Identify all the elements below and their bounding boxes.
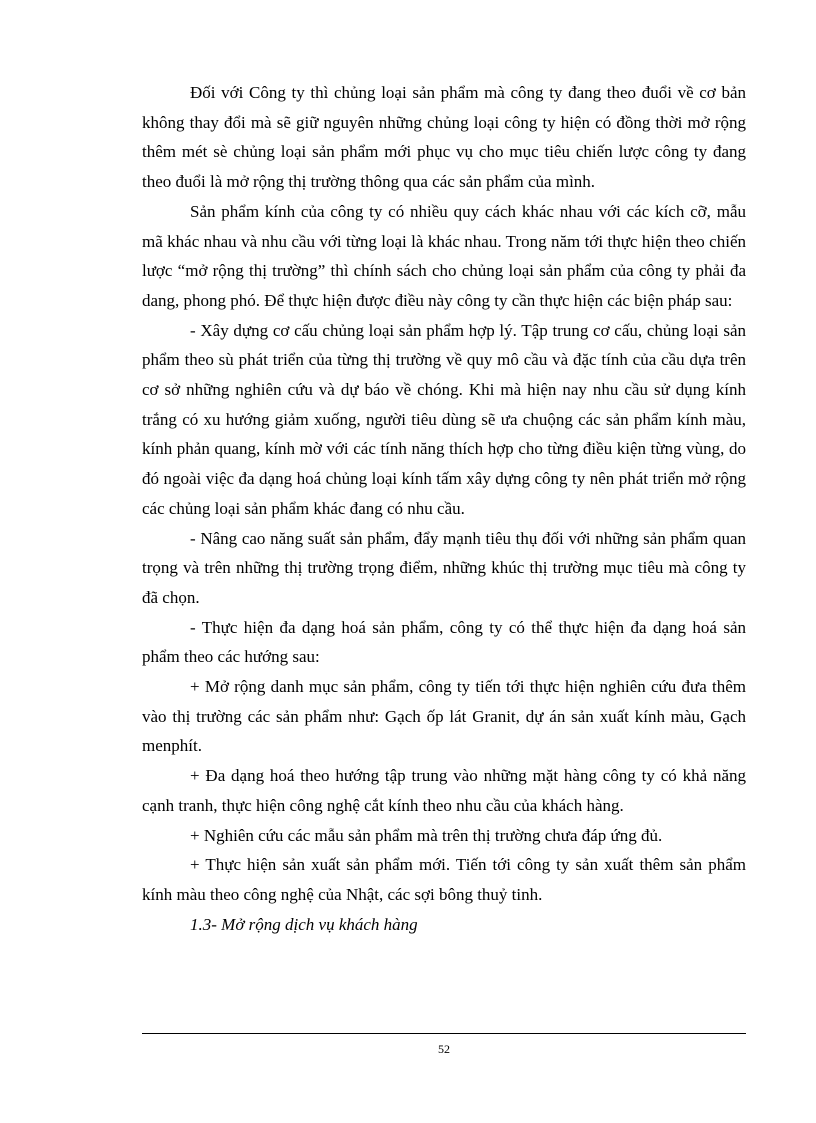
paragraph-competitive-focus: + Đa dạng hoá theo hướng tập trung vào những mặt hàng công ty có khả năng cạnh tranh, thực hiện công nghệ cắt kính theo nhu cầu của khách hàng. [142, 766, 746, 815]
footer-divider [142, 1033, 746, 1034]
paragraph-new-products: + Thực hiện sản xuất sản phẩm mới. Tiến tới công ty sản xuất thêm sản phẩm kính màu theo công nghệ của Nhật, các sợi bông thuỷ tinh. [142, 855, 746, 904]
page-number: 52 [438, 1042, 450, 1056]
paragraph-expand-portfolio: + Mở rộng danh mục sản phẩm, công ty tiến tới thực hiện nghiên cứu đưa thêm vào thị trường các sản phẩm như: Gạch ốp lát Granit, dự án sản xuất kính màu, Gạch menphít. [142, 677, 746, 756]
paragraph-glass-products: Sản phẩm kính của công ty có nhiều quy cách khác nhau với các kích cỡ, mẫu mã khác nhau và nhu cầu với từng loại là khác nhau. Trong năm tới thực hiện theo chiến lược “mở rộng thị trường” thì chính sách cho chủng loại sản phẩm của công ty phải đa dang, phong phó. Để thực hiện được điều này công ty cần thực hiện các biện pháp sau: [142, 201, 746, 310]
body-text [142, 78, 746, 939]
paragraph-product-structure: - Xây dựng cơ cấu chủng loại sản phẩm hợp lý. Tập trung cơ cấu, chủng loại sản phẩm theo sù phát triển của từng thị trường về quy mô cầu và đặc tính của cầu dựa trên cơ sở những nghiên cứu và dự báo về chóng. Khi mà hiện nay nhu cầu sử dụng kính trắng có xu hướng giảm xuống, người tiêu dùng sẽ ưa chuộng các sản phẩm kính màu, kính phản quang, kính mờ với các tính năng thích hợp cho từng điều kiện từng vùng, do đó ngoài việc đa dạng hoá chủng loại kính tấm xây dựng công ty nên phát triển mở rộng các chủng loại sản phẩm khác đang có nhu cầu. [142, 320, 746, 518]
section-heading: 1.3- Mở rộng dịch vụ khách hàng [190, 914, 418, 934]
paragraph-productivity: - Nâng cao năng suất sản phẩm, đẩy mạnh tiêu thụ đối với những sản phẩm quan trọng và trên những thị trường trọng điểm, những khúc thị trường mục tiêu mà công ty đã chọn. [142, 528, 746, 607]
paragraph-diversification: - Thực hiện đa dạng hoá sản phẩm, công ty có thể thực hiện đa dạng hoá sản phẩm theo các hướng sau: [142, 617, 746, 667]
paragraph-research-samples: + Nghiên cứu các mẫu sản phẩm mà trên thị trường chưa đáp ứng đủ. [190, 825, 663, 845]
paragraph-product-strategy: Đối với Công ty thì chủng loại sản phẩm mà công ty đang theo đuổi về cơ bản không thay đổi mà sẽ giữ nguyên những chủng loại công ty hiện có đồng thời mở rộng thêm mét sè chủng loại sản phẩm mới phục vụ cho mục tiêu chiến lược công ty đang theo đuổi là mở rộng thị trường thông qua các sản phẩm của mình. [142, 83, 746, 192]
